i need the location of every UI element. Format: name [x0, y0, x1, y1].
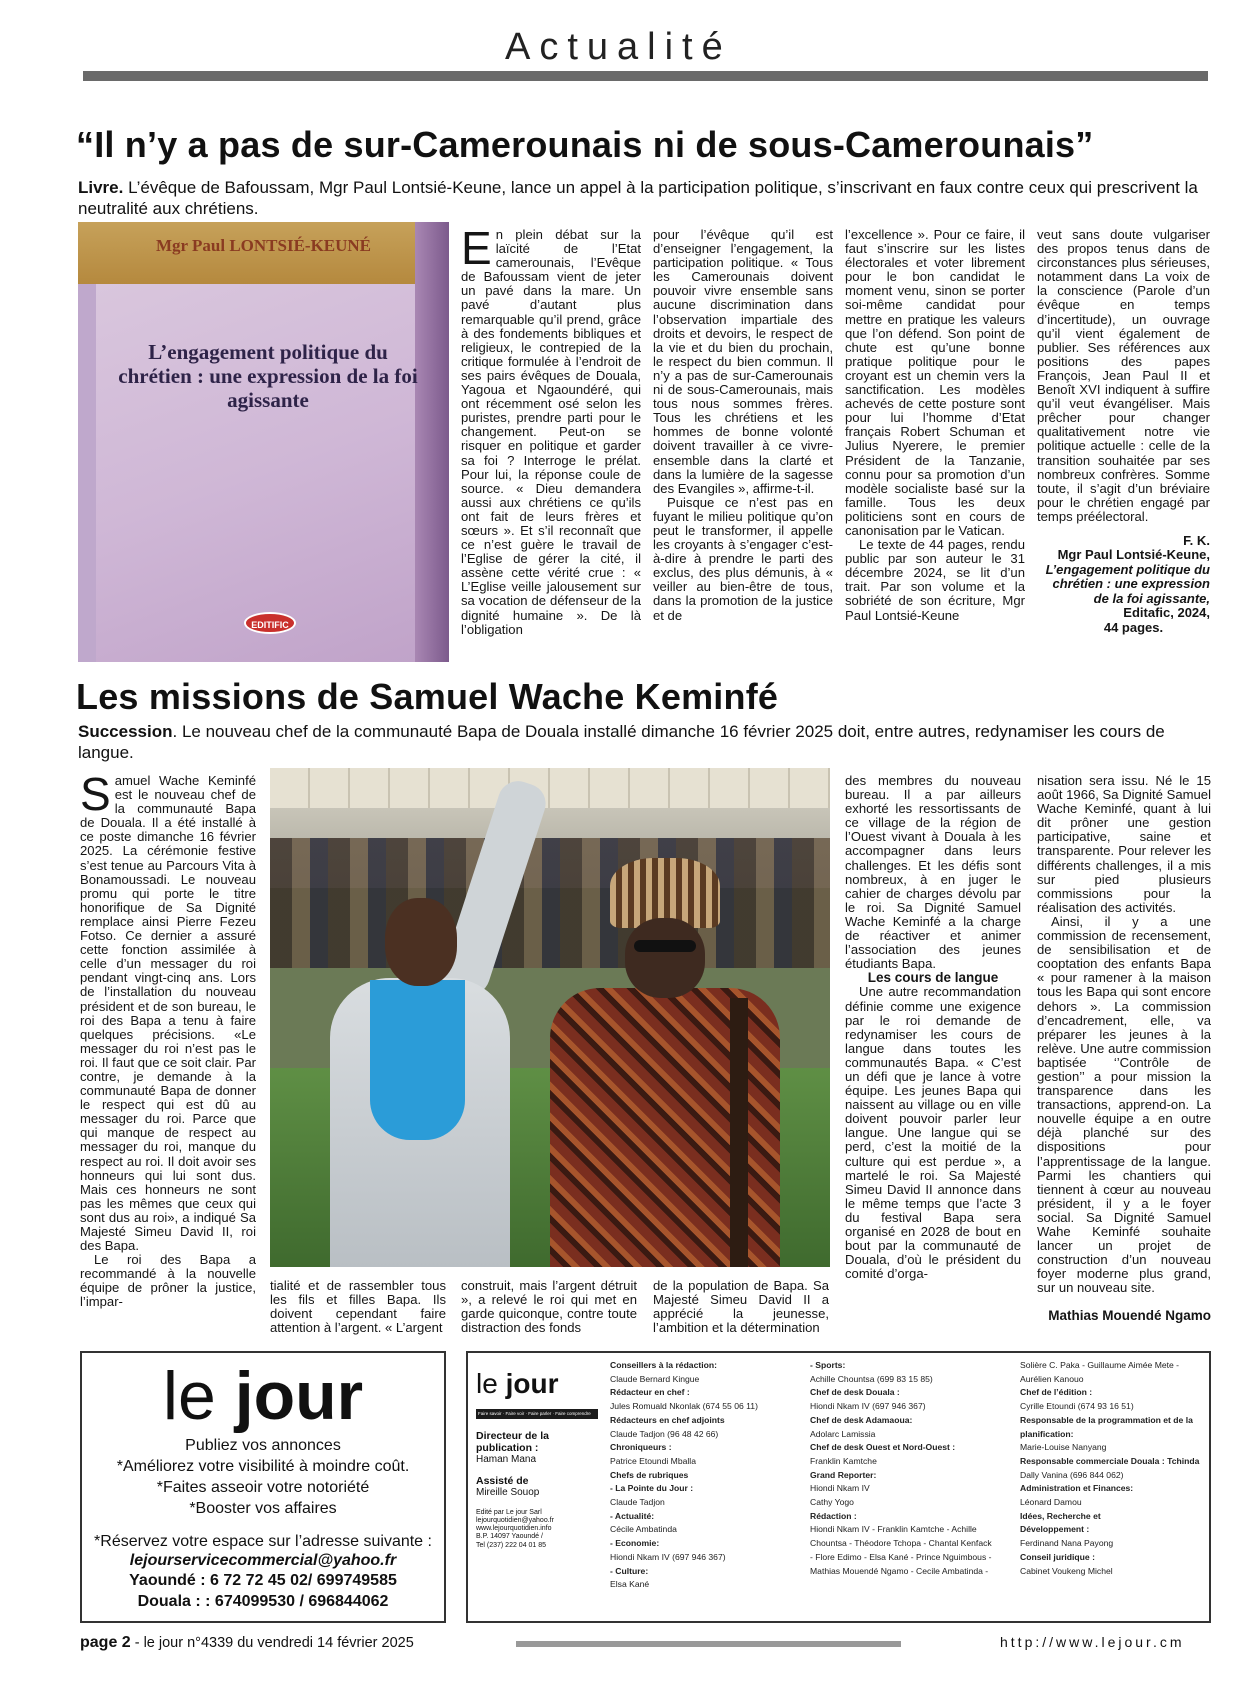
ad-pitch [82, 1435, 444, 1519]
article2-col6-p2: Ainsi, il y a une commission de recensement, de sensibilisation et de cooptation des enfants Bapa « pour ramener à la maison tous les Bapa qui sont encore dehors ». La commission d’encadrement, elle, va préparer les jeunes à la relève. Une autre commission baptisée ‘’Contrôle de gestion’’ a pour mission la transparence dans les transactions, apprend-on. La nouvelle équipe a en outre déjà planché sur des dispositions pour l’apprentissage de la langue. Parmi les chantiers qui tiennent à cœur au nouveau président, il y a le foyer social. Sa Dignité Samuel Wahe Keminfé souhaite lancer un projet de construction d’un nouveau foyer moderne plus grand, sur un nouveau site. [1037, 913, 1211, 1296]
book-cover-title: L’engagement politique du chrétien : une expression de la foi agissante [118, 340, 418, 412]
advertising-box [80, 1351, 446, 1623]
article2-col2-text: tialité et de rassembler tous les fils et filles Bapa. Ils doivent cependant faire attention à l’argent. « L’argent [270, 1279, 446, 1335]
director-name: Haman Mana [476, 1454, 537, 1465]
masthead-line: Aurélien Kanouo [1020, 1373, 1084, 1384]
book-cover-photo [78, 222, 449, 662]
ad-reserve-text: *Réservez votre espace sur l’adresse suivante : [94, 1533, 432, 1550]
ad-line-2: *Améliorez votre visibilité à moindre coût. [116, 1458, 410, 1475]
masthead-line: Conseil juridique : [1020, 1551, 1095, 1562]
article1-column-4 [1037, 228, 1210, 666]
ref-publisher: Editafic, 2024, [1123, 605, 1210, 621]
article1-col1-text: n plein débat sur la laïcité de l’Etat camerounais, l’Evêque de Bafoussam vient de jeter un pavé dans la mare. Un pavé d’autant plus remarquable qu’il prend, grâce à des fondements bibliques et religieux, le contrepied de la critique formulée à l’endroit de ses pairs évêques de Douala, Yagoua et Ngaoundéré, qui ont récemment osé selon les puristes, prendre parti pour le changement. Peut-on se risquer en politique et garder sa foi ? Interroge le prélat. Pour lui, la réponse coule de source. « Dieu demandera aussi aux chrétiens ce qu’ils ont fait de leurs frères et sœurs ». Et s’il reconnaît que ce n’est guère le travail de l’Eglise de gérer la cité, il assène cette vérité crue : « L’Eglise veille jalousement sur sa vocation de défenseur de la dignité humaine ». De là l’obligation [461, 228, 641, 637]
article2-author: Mathias Mouendé Ngamo [1048, 1308, 1211, 1324]
ref-title: L’engagement politique du chrétien : une expression de la foi agissante, [1045, 561, 1210, 606]
article2-lead [78, 721, 1208, 763]
photo-new-chief [330, 848, 510, 1267]
masthead-line: Mathias Mouendé Ngamo - Cecile Ambatinda - [810, 1565, 989, 1576]
article2-col1-p1: amuel Wache Keminfé est le nouveau chef de la communauté Bapa de Douala. Il a été installé à ce poste dimanche 16 février 2025. La cérémonie festive s’est tenue au Parcours Vita à Bonamoussadi. Le nouveau promu qui porte le titre honorifique de Sa Dignité remplace ainsi Pierre Fezeu Fotso. Ce dernier a assuré cette fonction assimilée à celle d’un messager du roi pendant vingt-cinq ans. Lors de l’installation du nouveau président et de son bureau, le roi des Bapa a tenu à faire quelques précisions. «Le messager du roi n’est pas le roi. Il faut que ce soit clair. Par contre, je demande à la communauté Bapa de donner le respect qui est dû au messager du roi. Parce que qui manque de respect au messager du roi, manque du respect au roi. Il doit avoir ses honneurs qui lui sont dus. Mais ces honneurs ne sont pas les mêmes que ceux qui sont dus au roi», a indiqué Sa Majesté Simeu David II, roi des Bapa. [80, 774, 256, 1254]
masthead-line: Cyrille Etoundi (674 93 16 51) [1020, 1401, 1134, 1412]
masthead-line: Chef de desk Douala : [810, 1387, 900, 1398]
article1-col3-p2: Le texte de 44 pages, rendu public par son auteur le 31 décembre 2024, se lit d’un trait. Par son volume et la sobriété de son écriture, Mgr Paul Lontsié-Keune [845, 537, 1025, 623]
director-label: Directeur de la publication : [476, 1430, 549, 1454]
article1-column-1 [461, 228, 641, 666]
masthead-line: Chef de desk Ouest et Nord-Ouest : [810, 1442, 956, 1453]
assist-label: Assisté de [476, 1474, 529, 1487]
ad-phone-douala: Douala : : 674099530 / 696844062 [137, 1593, 389, 1610]
masthead-line: Développement : [1020, 1524, 1090, 1535]
ad-phone-yaounde: Yaoundé : 6 72 72 45 02/ 699749585 [129, 1572, 397, 1589]
masthead-line: Patrice Etoundi Mballa [610, 1455, 696, 1466]
ref-author: Mgr Paul Lontsié-Keune, [1057, 547, 1210, 563]
article2-kicker: Succession [78, 722, 173, 741]
article1-col2-p1: pour l’évêque qu’il est d’enseigner l’engagement, la participation politique. « Tous les Camerounais doivent pouvoir vivre ensemble sans aucune discrimination dans l’observation impartiale des droits et devoirs, le respect de la vie et du bien du prochain, le respect du bien commun. Il n’y a pas de sur-Camerounais ni de sous-Camerounais, mais tous nous sommes frères. Tous les chrétiens et les hommes de bonne volonté doivent travailler à ce vivre-ensemble dans la clarté et dans la lumière de la sagesse des Evangiles », affirme-t-il. [653, 228, 833, 496]
edit-line-5: Tel (237) 222 04 01 85 [476, 1541, 547, 1549]
masthead-box [466, 1351, 1211, 1623]
article1-column-2 [653, 228, 833, 666]
article1-book-reference [1037, 548, 1210, 635]
masthead-line: Chountsa - Théodore Tchopa - Chantal Kenfack [810, 1538, 992, 1549]
masthead-line: Chefs de rubriques [610, 1469, 689, 1480]
masthead-line: Claude Tadjon (96 48 42 66) [610, 1428, 719, 1439]
masthead-line: Solière C. Paka - Guillaume Aimée Mete - [1020, 1360, 1180, 1370]
edit-line-3: www.lejourquotidien.info [476, 1525, 552, 1533]
ad-email[interactable]: lejourservicecommercial@yahoo.fr [129, 1552, 397, 1569]
article1-column-3 [845, 228, 1025, 666]
masthead-line: Jules Romuald Nkonlak (674 55 06 11) [610, 1401, 758, 1412]
article2-column-5 [845, 774, 1021, 1334]
article1-col2-p2: Puisque ce n’est pas en fuyant le milieu politique qu’on peut le transformer, il appelle les croyants à s’engager c’est-à-dire à prendre le parti des exclus, des plus démunis, à « veiller au bien-être de tous, dans la promotion de la justice et de [653, 494, 833, 623]
masthead-line: Cathy Yogo [810, 1497, 854, 1508]
masthead-line: Claude Tadjon [610, 1497, 665, 1508]
article2-column-2 [270, 1279, 446, 1335]
article1-col4-text: veut sans doute vulgariser des propos tenus dans de circonstances plus sérieuses, notamment dans La voix de la conscience (Parole d’un évêque en temps d’incertitude), un ouvrage qu’il vient également de publier. Ses références aux positions des papes François, Jean Paul II et Benoît XVI indiquent à suffire qu’il veut évangéliser. Mais prêcher pour changer qualitativement notre vie politique actuelle : celle de la transition souhaitée par ses nombreux confrères. Somme toute, il s’agit d’un bréviaire pour le chrétien engagé par temps préélectoral. [1037, 228, 1210, 524]
masthead-line: Ferdinand Nana Payong [1020, 1538, 1114, 1549]
masthead-line: Grand Reporter: [810, 1469, 877, 1480]
masthead-logo: le jour [476, 1368, 559, 1399]
book-cover-author: Mgr Paul LONTSIÉ-KEUNÉ [155, 236, 372, 255]
masthead-line: Cécile Ambatinda [610, 1524, 677, 1535]
article1-lead [78, 177, 1208, 219]
section-rubric: Actualité [505, 26, 732, 68]
masthead-line: Idées, Recherche et [1020, 1510, 1101, 1521]
masthead-line: Hiondi Nkam IV (697 946 367) [810, 1401, 926, 1412]
article2-subhead: Les cours de langue [867, 970, 999, 986]
article1-dropcap: E [461, 228, 492, 274]
masthead-line: Marie-Louise Nanyang [1020, 1442, 1107, 1453]
masthead-column-3 [1020, 1359, 1210, 1578]
masthead-line: - Actualité: [610, 1510, 655, 1521]
header-rule [83, 71, 1208, 81]
photo-tent [270, 768, 830, 808]
ad-line-3: *Faites asseoir votre notoriété [156, 1479, 370, 1496]
footer-issue: - le jour n°4339 du vendredi 14 février 2025 [130, 1635, 414, 1651]
masthead-line: planification: [1020, 1428, 1074, 1439]
article2-column-1 [80, 774, 256, 1334]
publisher-logo: EDITIFIC [244, 612, 296, 634]
masthead-line: Dally Vanina (696 844 062) [1020, 1469, 1124, 1480]
masthead-slogan: Faire savoir · Faire voir · Faire parler · Faire comprendre [476, 1409, 598, 1419]
masthead-line: Franklin Kamtche [810, 1455, 877, 1466]
article2-col6-p1: nisation sera issu. Né le 15 août 1966, Sa Dignité Samuel Wache Keminfé, quant à lui dit prôner une gestion participative, saine et transparente. Pour relever les différents challenges, il a mis sur pied plusieurs commissions pour la réalisation des activités. [1037, 774, 1211, 915]
article1-col3-p1: l’excellence ». Pour ce faire, il faut s’inscrire sur les listes électorales et voter librement pour le bon candidat le moment venu, sinon se porter soi-même candidat pour mettre en pratique les valeurs que l’on défend. Son point de chute est qu’une bonne pratique politique pour le croyant est un chemin vers la sanctification. Les modèles achevés de cette posture sont pour lui l’homme d’Etat français Robert Schuman et Julius Nyerere, le premier Président de la Tanzanie, connu pour sa promotion d’un modèle socialiste basé sur la famille. Tous les deux politiciens sont en cours de canonisation par le Vatican. [845, 228, 1025, 538]
masthead-line: Chroniqueurs : [610, 1442, 672, 1453]
article2-col5-p1: des membres du nouveau bureau. Il a par ailleurs exhorté les ressortissants de ce village de la région de l’Ouest vivant à Douala à les accompagner dans leurs challenges. Et les défis sont nombreux, à en juger le cahier de charges dévolu par le roi. Sa Dignité Samuel Wache Keminfé a la charge de réactiver et animer l’association des jeunes étudiants Bapa. [845, 774, 1021, 972]
article2-col5-p2: Une autre recommandation définie comme une exigence par le roi demande de redynamiser les cours de langue dans toutes les communautés Bapa. « C’est un défi que je lance à votre équipe. Les jeunes Bapa qui naissent au village ou en ville doivent pouvoir parler leur langue. Une langue qui se perd, c’est la moitié de la culture qui est perdue », a martelé le roi. Sa Majesté Simeu David II annonce dans le même temps que l’acte 3 du festival Bapa sera organisé en 2028 de bout en bout par la communauté de Douala, d’où le président du comité d’orga- [845, 984, 1021, 1282]
article2-col4-text: de la population de Bapa. Sa Majesté Simeu David II a apprécié la jeunesse, l’ambition et la détermination [653, 1279, 829, 1335]
masthead-line: Cabinet Voukeng Michel [1020, 1565, 1113, 1576]
article1-kicker: Livre. [78, 178, 124, 197]
article2-headline: Les missions de Samuel Wache Keminfé [76, 676, 779, 717]
masthead-line: Elsa Kané [610, 1579, 650, 1590]
article2-dropcap: S [80, 774, 111, 820]
article2-lead-text: . Le nouveau chef de la communauté Bapa de Douala installé dimanche 16 février 2025 doit, entre autres, redynamiser les cours de langue. [78, 722, 1165, 762]
assist-name: Mireille Souop [476, 1487, 540, 1498]
edit-line-2: lejourquotidien@yahoo.fr [476, 1516, 554, 1524]
masthead-column-2 [810, 1359, 1010, 1578]
masthead-direction [476, 1431, 598, 1550]
masthead-line: Conseillers à la rédaction: [610, 1360, 717, 1370]
article2-column-4 [653, 1279, 829, 1335]
masthead-line: Chef de l’édition : [1020, 1387, 1093, 1398]
masthead-line: Achille Chountsa (699 83 15 85) [810, 1373, 933, 1384]
article2-col3-text: construit, mais l’argent détruit », a relevé le roi qui met en garde quiconque, contre toute distraction des fonds [461, 1279, 637, 1335]
edit-line-1: Edité par Le jour Sarl [476, 1508, 542, 1516]
masthead-line: - Culture: [610, 1565, 649, 1576]
masthead-line: - La Pointe du Jour : [610, 1483, 694, 1494]
masthead-line: Claude Bernard Kingue [610, 1373, 700, 1384]
book-cover-spine [415, 222, 449, 662]
masthead-line: Administration et Finances: [1020, 1483, 1134, 1494]
masthead-line: Hiondi Nkam IV (697 946 367) [610, 1551, 726, 1562]
masthead-line: - Flore Edimo - Elsa Kané - Prince Nguimbous - [810, 1551, 992, 1562]
article1-headline: “Il n’y a pas de sur-Camerounais ni de sous-Camerounais” [76, 124, 1094, 165]
article1-lead-text: L’évêque de Bafoussam, Mgr Paul Lontsié-Keune, lance un appel à la participation politique, s’inscrivant en faux contre ceux qui prescrivent la neutralité aux chrétiens. [78, 178, 1198, 218]
ad-brand-logo: le jour [162, 1358, 364, 1434]
masthead-line: Rédacteur en chef : [610, 1387, 690, 1398]
article1-signature: F. K. [1183, 532, 1210, 548]
footer-rule [516, 1641, 901, 1647]
ceremony-photo [270, 768, 830, 1267]
footer-page-info [80, 1634, 414, 1652]
masthead-line: Hiondi Nkam IV [810, 1483, 870, 1494]
ad-line-1: Publiez vos annonces [185, 1437, 341, 1454]
edit-line-4: B.P. 14097 Yaoundé / [476, 1533, 543, 1541]
photo-king [530, 828, 780, 1267]
masthead-line: Rédacteurs en chef adjoints [610, 1414, 725, 1425]
masthead-line: Chef de desk Adamaoua: [810, 1414, 913, 1425]
masthead-column-1 [610, 1359, 800, 1592]
article2-col1-p2: Le roi des Bapa a recommandé à la nouvelle équipe de prôner la justice, l’impar- [80, 1252, 256, 1310]
masthead-line: - Sports: [810, 1360, 846, 1370]
footer-page-number: page 2 [80, 1634, 131, 1651]
masthead-line: - Economie: [610, 1538, 660, 1549]
footer-url[interactable]: http://www.lejour.cm [1000, 1634, 1185, 1650]
masthead-line: Responsable de la programmation et de la [1020, 1414, 1193, 1425]
ad-line-4: *Booster vos affaires [189, 1500, 337, 1517]
article2-column-3 [461, 1279, 637, 1335]
article2-column-6 [1037, 774, 1211, 1334]
masthead-line: Rédaction : [810, 1510, 857, 1521]
masthead-line: Responsable commerciale Douala : Tchinda [1020, 1455, 1200, 1466]
ref-pages: 44 pages. [1103, 619, 1164, 635]
masthead-line: Léonard Damou [1020, 1497, 1082, 1508]
masthead-line: Adolarc Lamissia [810, 1428, 876, 1439]
masthead-line: Hiondi Nkam IV - Franklin Kamtche - Achille [810, 1524, 977, 1535]
